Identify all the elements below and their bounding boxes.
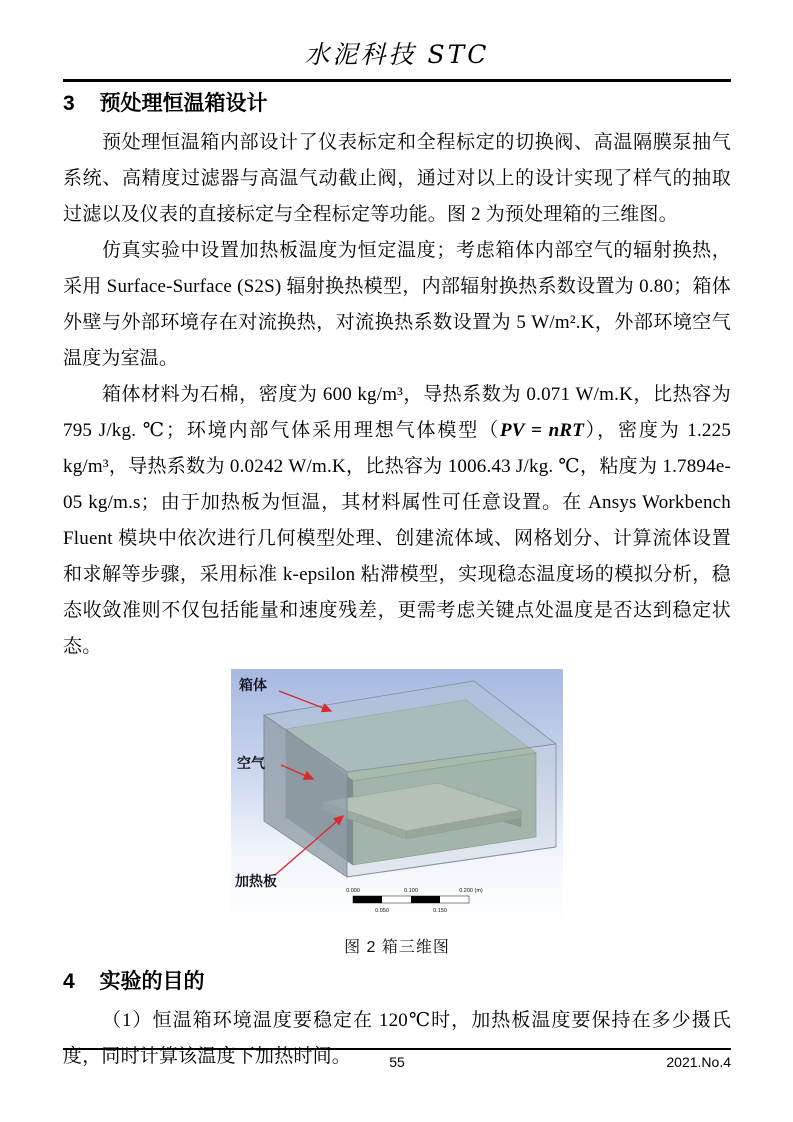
section-title: 预处理恒温箱设计 <box>99 92 268 115</box>
page-number: 55 <box>389 1054 405 1070</box>
figure-caption: 图 2 箱三维图 <box>344 939 450 956</box>
scale-tick-0: 0.000 <box>346 888 360 894</box>
paragraph-3-text-post: ），密度为 1.225 kg/m³，导热系数为 0.0242 W/m.K，比热容为 1006.43 J/kg. ℃，粘度为 1.7894e-05 kg/m.s；由于加热板为恒温，其材料属性可任意设置。在 Ansys Workbench Fluent 模块中依次进行几何模型处理、创建流体域、网格划分、计算流体设置和求解等步骤，采用标准 k-epsilon 粘滞模型，实现稳态温度场的模拟分析，稳态收敛准则不仅包括能量和速度残差，更需考虑关键点处温度是否达到稳定状态。 <box>63 420 732 657</box>
label-box-body: 箱体 <box>239 677 267 693</box>
scale-tick-150: 0.150 <box>433 908 447 914</box>
section-title: 实验的目的 <box>99 970 205 993</box>
scale-tick-200: 0.200 (m) <box>459 888 483 894</box>
paragraph-2: 仿真实验中设置加热板温度为恒定温度；考虑箱体内部空气的辐射换热，采用 Surface-Surface (S2S) 辐射换热模型，内部辐射换热系数设置为 0.80；箱体外壁与外部环境存在对流换热，对流换热系数设置为 5 W/m².K，外部环境空气温度为室温。 <box>63 240 731 369</box>
label-air: 空气 <box>237 755 265 771</box>
header-rule <box>63 79 731 82</box>
journal-title: 水泥科技 STC <box>304 40 490 69</box>
inline-formula: PV = nRT <box>499 420 585 441</box>
paragraph-4: （1）恒温箱环境温度要稳定在 120℃时，加热板温度要保持在多少摄氏度，同时计算该温度下加热时间。 <box>63 1010 731 1067</box>
scale-tick-100: 0.100 <box>404 888 418 894</box>
figure-2 <box>231 669 563 957</box>
issue-number: 2021.No.4 <box>666 1054 731 1070</box>
paragraph-3 <box>63 377 731 665</box>
label-heating-plate: 加热板 <box>235 873 277 889</box>
section-4-heading <box>63 967 731 997</box>
box-3d-render <box>231 669 563 927</box>
section-3-heading <box>63 89 731 119</box>
section-number: 4 <box>63 970 75 993</box>
figure-image <box>231 669 563 927</box>
paragraph-3-text-pre: 箱体材料为石棉，密度为 600 kg/m³，导热系数为 0.071 W/m.K，比热容为 795 J/kg. ℃；环境内部气体采用理想气体模型（ <box>63 384 731 441</box>
page-footer <box>63 1048 731 1074</box>
scale-tick-50: 0.050 <box>375 908 389 914</box>
section-number: 3 <box>63 92 75 115</box>
paragraph-1: 预处理恒温箱内部设计了仪表标定和全程标定的切换阀、高温隔膜泵抽气系统、高精度过滤器与高温气动截止阀，通过对以上的设计实现了样气的抽取过滤以及仪表的直接标定与全程标定等功能。图 2 为预处理箱的三维图。 <box>63 132 731 225</box>
page-header <box>63 40 731 70</box>
section-3 <box>63 89 731 665</box>
